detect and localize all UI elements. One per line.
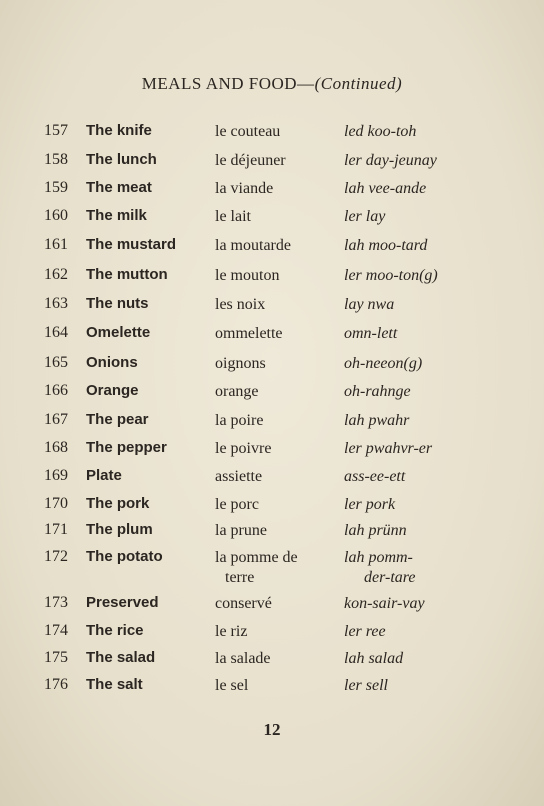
french-term: le riz [215, 623, 248, 640]
english-term: The plum [86, 521, 153, 538]
pronunciation [344, 548, 416, 588]
english-term: The salad [86, 649, 156, 666]
pronunciation: lay nwa [344, 296, 395, 313]
english-term: The potato [86, 548, 163, 565]
english-term: The mutton [86, 266, 168, 283]
vocab-row [0, 236, 544, 258]
vocab-row [0, 495, 544, 517]
pronunciation: ler lay [344, 208, 386, 225]
english-term: Preserved [86, 594, 159, 611]
french-term: le porc [215, 496, 259, 513]
english-term: The nuts [86, 295, 149, 312]
vocab-row [0, 548, 544, 590]
english-term: The meat [86, 179, 152, 196]
page-number: 12 [263, 720, 281, 739]
vocab-row [0, 295, 544, 317]
entry-number: 167 [44, 411, 68, 428]
english-term: The rice [86, 622, 144, 639]
vocab-row [0, 324, 544, 346]
pronunciation: lah vee-ande [344, 180, 427, 197]
french-term: la salade [215, 650, 271, 667]
english-term: The lunch [86, 151, 157, 168]
entry-number: 161 [44, 236, 68, 253]
english-term: The pear [86, 411, 149, 428]
french-term: le lait [215, 208, 251, 225]
french-term: le couteau [215, 123, 281, 140]
pronunciation: lah prünn [344, 522, 407, 539]
vocab-row [0, 179, 544, 201]
french-term: la prune [215, 522, 267, 539]
french-term: les noix [215, 296, 266, 313]
vocab-row [0, 382, 544, 404]
pronunciation: ler day-jeunay [344, 152, 437, 169]
entry-number: 158 [44, 151, 68, 168]
french-term: le déjeuner [215, 152, 286, 169]
pronunciation: ler ree [344, 623, 386, 640]
french-term: le mouton [215, 267, 280, 284]
entry-number: 168 [44, 439, 68, 456]
entry-number: 163 [44, 295, 68, 312]
page-title [0, 74, 544, 94]
french-term: assiette [215, 468, 263, 485]
vocab-row [0, 622, 544, 644]
pronunciation: ler sell [344, 677, 388, 694]
pronunciation: ler moo-ton(g) [344, 267, 438, 284]
entry-number: 164 [44, 324, 68, 341]
pronunciation: ass-ee-ett [344, 468, 406, 485]
vocab-row [0, 676, 544, 698]
pronunciation: lah salad [344, 650, 404, 667]
vocab-row [0, 354, 544, 376]
vocab-row [0, 411, 544, 433]
french-term-line2: terre [225, 569, 255, 586]
entry-number: 160 [44, 207, 68, 224]
entry-number: 176 [44, 676, 68, 693]
entry-number: 170 [44, 495, 68, 512]
pronunciation: ler pork [344, 496, 396, 513]
french-term: conservé [215, 595, 272, 612]
french-term [215, 548, 298, 588]
title-main: MEALS AND FOOD— [141, 74, 315, 93]
entry-number: 159 [44, 179, 68, 196]
vocab-row [0, 594, 544, 616]
vocab-row [0, 521, 544, 543]
entry-number: 157 [44, 122, 68, 139]
french-term-line1: la pomme de [215, 549, 298, 566]
entry-number: 165 [44, 354, 68, 371]
english-term: The pork [86, 495, 150, 512]
english-term: Onions [86, 354, 138, 371]
english-term: The pepper [86, 439, 167, 456]
pronunciation: oh-neeon(g) [344, 355, 423, 372]
entry-number: 169 [44, 467, 68, 484]
vocab-row [0, 467, 544, 489]
vocab-row [0, 151, 544, 173]
vocab-row [0, 122, 544, 144]
english-term: The salt [86, 676, 143, 693]
pronunciation: lah pwahr [344, 412, 410, 429]
french-term: la viande [215, 180, 274, 197]
pronunciation-line2: der-tare [364, 569, 416, 586]
pronunciation: lah moo-tard [344, 237, 428, 254]
english-term: Omelette [86, 324, 151, 341]
entry-number: 174 [44, 622, 68, 639]
vocab-row [0, 439, 544, 461]
vocab-row [0, 649, 544, 671]
entry-number: 171 [44, 521, 68, 538]
french-term: la moutarde [215, 237, 291, 254]
english-term: The milk [86, 207, 147, 224]
french-term: le sel [215, 677, 249, 694]
title-continued: (Continued) [314, 74, 403, 93]
entry-number: 166 [44, 382, 68, 399]
french-term: ommelette [215, 325, 283, 342]
pronunciation: kon-sair-vay [344, 595, 425, 612]
pronunciation: oh-rahnge [344, 383, 411, 400]
french-term: orange [215, 383, 259, 400]
pronunciation: omn-lett [344, 325, 398, 342]
entry-number: 173 [44, 594, 68, 611]
english-term: Plate [86, 467, 122, 484]
entry-number: 162 [44, 266, 68, 283]
entry-number: 175 [44, 649, 68, 666]
entry-number: 172 [44, 548, 68, 565]
french-term: le poivre [215, 440, 272, 457]
english-term: The mustard [86, 236, 177, 253]
pronunciation: ler pwahvr-er [344, 440, 433, 457]
french-term: oignons [215, 355, 266, 372]
french-term: la poire [215, 412, 264, 429]
vocab-row [0, 207, 544, 229]
pronunciation: led koo-toh [344, 123, 417, 140]
english-term: The knife [86, 122, 152, 139]
pronunciation-line1: lah pomm- [344, 549, 413, 566]
english-term: Orange [86, 382, 139, 399]
vocab-row [0, 266, 544, 288]
